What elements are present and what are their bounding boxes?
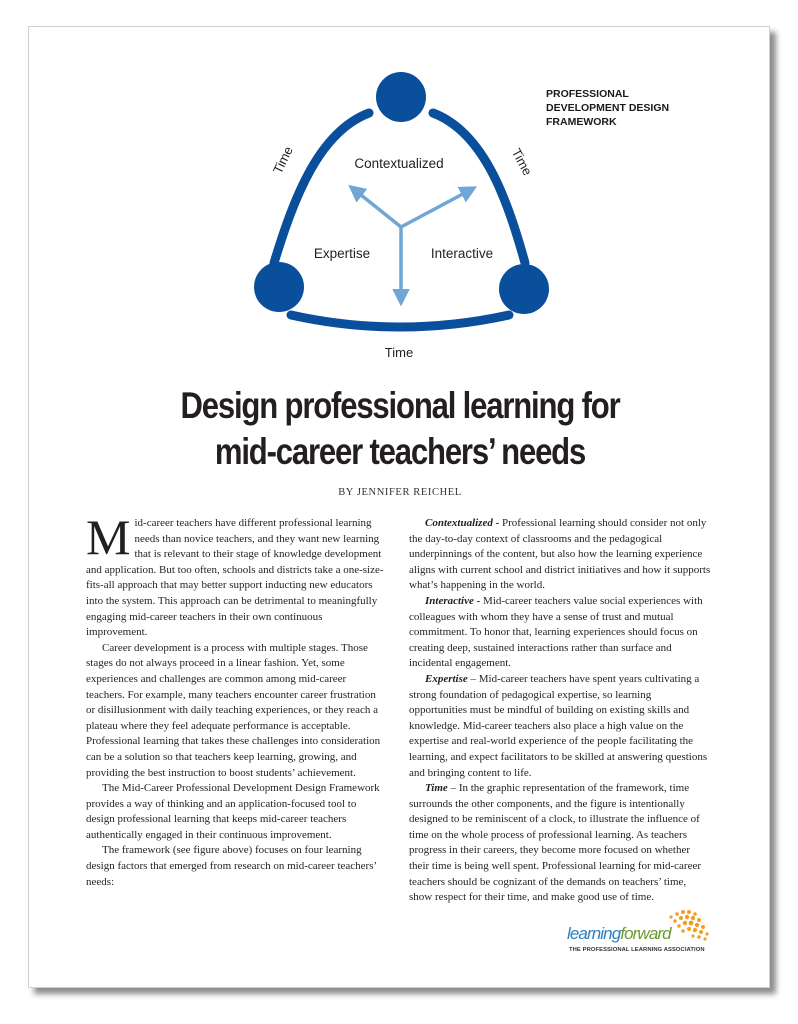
drop-cap: M [86,509,131,565]
logo-tagline: THE PROFESSIONAL LEARNING ASSOCIATION [569,947,705,953]
left-column [86,509,386,890]
paragraph [86,509,386,641]
learningforward-logo [567,907,727,957]
document-page [28,26,770,988]
paragraph-contextualized [409,516,711,594]
paragraph-time [409,781,711,906]
term-interactive: Interactive - [425,594,481,607]
article-title-line1: Design professional learning for [180,385,620,426]
byline: BY JENNIFER REICHEL [338,487,462,498]
paragraph-text: – Mid-career teachers have spent years cultivating a strong foundation of pedagogical expertise, so learning opportunities must be mindful of building on existing skills and knowledge. Mid-career teachers also place a high value on the expertise and real-world experience of the people facilitating the learning, and expect facilitators to be skilled at answering questions and bringing content to life. [409,672,708,779]
framework-heading: PROFESSIONAL DEVELOPMENT DESIGN FRAMEWORK [546,88,670,128]
term-time: Time [425,782,448,795]
framework-diagram [29,27,771,377]
paragraph-text: Professional learning should consider not only the day-to-day context of classrooms and the pedagogical underpinnings of the content, but also how the learning experience aligns with current school and district initiatives and how it supports what’s happening in the world. [409,517,711,592]
paragraph: The framework (see figure above) focuses on four learning design factors that emerged from research on mid-career teachers’ needs: [86,844,377,888]
label-time-right: Time [508,145,536,178]
arrow-contextualized [351,187,401,227]
top-node [376,72,426,122]
paragraph-text: – In the graphic representation of the framework, time surrounds the other components, and the figure is intentionally designed to be reminiscent of a clock, to illustrate the influence of time on the whole process of professional learning. As teachers progress in their careers, they become more focused on whether their time is being well spent. Professional learning for mid-career teachers should be cognizant of the demands on teachers’ time, show respect for their time, and make good use of time. [409,782,702,904]
time-arc-right [430,113,525,263]
article-title-line2: mid-career teachers’ needs [214,431,586,472]
label-contextualized: Contextualized [354,156,444,171]
term-expertise: Expertise [425,672,468,685]
time-arc-bottom [291,315,509,327]
right-node [499,264,549,314]
paragraph-text: id-career teachers have different professional learning needs than novice teachers, and they want new learning that is relevant to their stage of knowledge development and application. But too often, schools and districts take a one-size-fits-all approach that may better support inducting new educators into the system. This approach can be detrimental to meaningfully engaging mid-career teachers in their own continuous improvement. [86,517,384,639]
logo-wordmark: learningforward [567,924,671,943]
paragraph-expertise [409,672,711,781]
term-contextualized: Contextualized - [425,517,500,529]
paragraph: The Mid-Career Professional Development Design Framework provides a way of thinking and an application-focused tool to design professional learning that keeps mid-career teachers authentically engaged in their continuous improvement. [86,782,380,841]
right-column [409,516,711,906]
label-time-left: Time [269,143,296,177]
left-node [254,262,304,312]
article-title [88,383,711,475]
paragraph: Career development is a process with multiple stages. Those stages do not always proceed in a linear fashion. Yet, some experiences and challenges are common among mid-career teachers. For example, many teachers encounter career frustration or disillusionment with daily teaching experiences, or they reach a plateau where they feel adequate performance is acceptable. Professional learning that takes these challenges into consideration can be a solution so that teachers keep learning, growing, and providing the best instruction to boost students’ achievement. [86,641,381,779]
paragraph-text: Mid-career teachers value social experiences with colleagues with whom they have a sense of trust and mutual commitment. To honor that, learning experiences should focus on creating deep, sustained interactions rather than surface and incidental engagement. [409,594,703,670]
label-time-bottom: Time [384,345,414,360]
label-interactive: Interactive [430,246,494,261]
arrow-interactive [401,188,474,227]
label-expertise: Expertise [313,246,371,261]
paragraph-interactive [409,594,711,672]
